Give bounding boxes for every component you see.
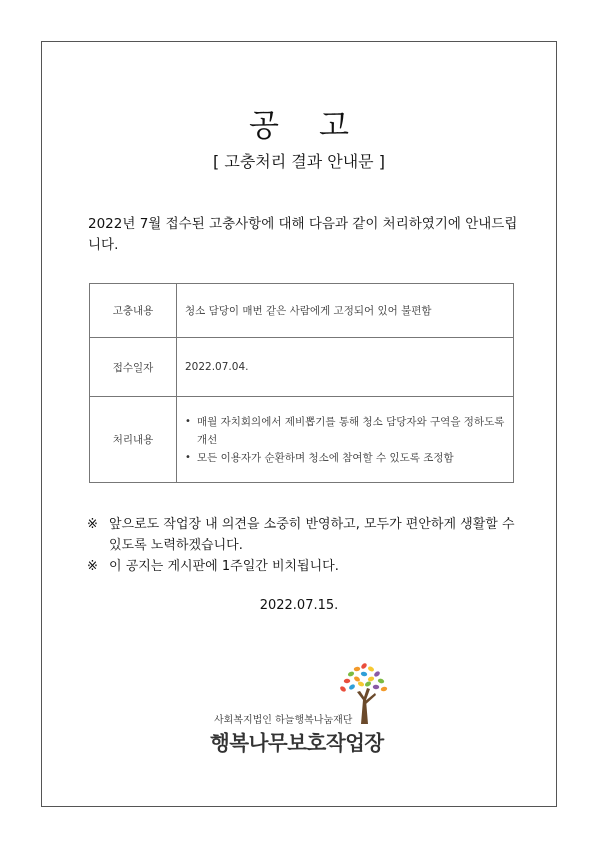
row-label: 처리내용 [90,397,177,483]
note-item: ※ 앞으로도 작업장 내 의견을 소중히 반영하고, 모두가 편안하게 생활할 수 있도록 노력하겠습니다. [87,514,527,556]
reference-mark-icon: ※ [87,559,98,574]
leaf-shape [360,671,367,677]
leaf-shape [373,685,380,690]
document-border [41,41,557,807]
leaf-shape [357,681,365,688]
leaf-shape [367,666,375,673]
table-row [90,397,514,483]
row-label: 접수일자 [90,338,177,397]
table-row [90,338,514,397]
leaf-shape [339,685,347,692]
row-value [177,397,514,483]
leaf-shape [344,679,351,684]
row-label: 고충내용 [90,284,177,338]
reference-mark-icon: ※ [87,517,98,532]
action-list [185,413,512,467]
leaf-shape [377,678,384,684]
table-row [90,284,514,338]
note-item: ※ 이 공지는 게시판에 1주일간 비치됩니다. [87,556,527,577]
organization-subtitle: 사회복지법인 하늘행복나눔재단 [214,715,353,726]
leaf-shape [360,662,368,670]
leaf-shape [364,680,372,687]
title-char-1: 공 [249,108,279,144]
list-item: • 모든 이용자가 순환하며 청소에 참여할 수 있도록 조정함 [185,449,512,467]
title-char-2: 고 [319,108,349,144]
leaf-shape [353,675,361,682]
intro-paragraph: 2022년 7월 접수된 고충사항에 대해 다음과 같이 처리하였기에 안내드립니다. [88,216,518,253]
bullet-icon: • [185,451,191,463]
page-title [42,100,556,145]
notice-date: 2022.07.15. [259,598,339,613]
list-item: • 매월 자치회의에서 제비뽑기를 통해 청소 담당자와 구역을 정하도록 개선 [185,413,512,449]
page-subtitle: [ 고충처리 결과 안내문 ] [213,152,385,171]
leaf-shape [367,676,374,682]
bullet-icon: • [185,415,191,427]
leaf-shape [373,670,381,677]
organization-name: 행복나무보호작업장 [210,731,384,755]
leaf-shape [348,683,356,690]
row-value: 2022.07.04. [177,338,514,397]
leaf-shape [354,666,361,671]
row-value: 청소 담당이 매번 같은 사람에게 고정되어 있어 불편함 [177,284,514,338]
notes [87,514,527,577]
leaf-shape [347,671,355,678]
leaf-shape [380,686,387,692]
complaint-table [89,283,514,483]
